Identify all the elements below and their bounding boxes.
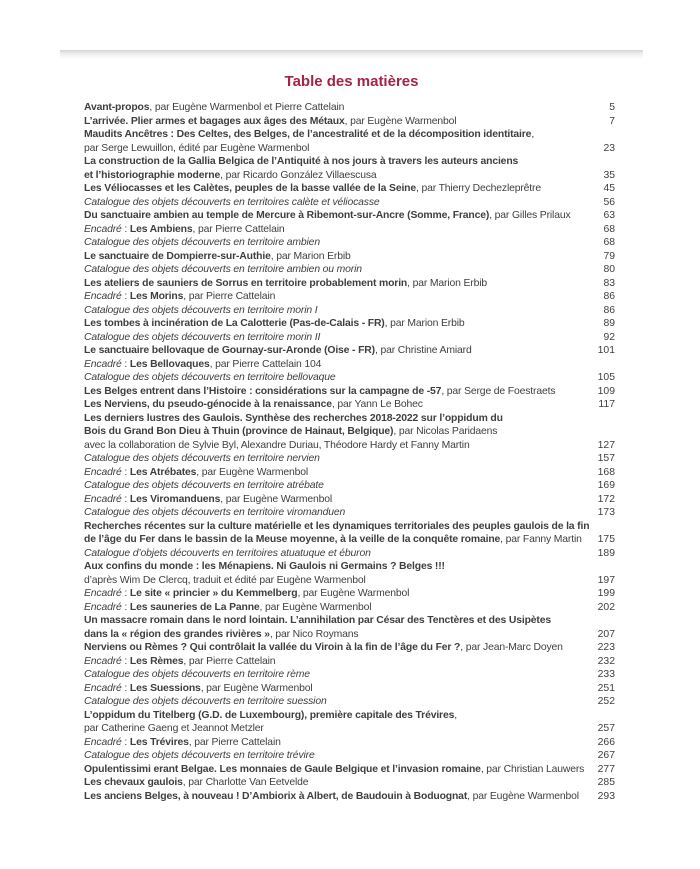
toc-entry-text: et l’historiographie moderne, par Ricardo González Villaescusa [84, 169, 377, 181]
toc-row [84, 736, 615, 750]
toc-row [84, 290, 615, 304]
toc-row [84, 749, 615, 763]
toc-row [84, 601, 615, 615]
toc-row [84, 358, 615, 372]
page-number: 189 [597, 547, 615, 559]
page-number: 233 [597, 669, 615, 680]
toc-row [84, 479, 615, 493]
toc-entry-text: Encadré : Les Rèmes, par Pierre Cattelain [84, 655, 276, 667]
page-number: 23 [603, 142, 615, 154]
toc-entry-text: Encadré : Les Bellovaques, par Pierre Cattelain 104 [84, 358, 322, 370]
page-number: 109 [597, 385, 615, 397]
toc-row [84, 398, 615, 412]
toc-row [84, 209, 615, 223]
page-number: 80 [603, 264, 615, 275]
page-number: 86 [603, 304, 615, 316]
toc-entry-text: Catalogue des objets découverts en territoire morin II [84, 331, 321, 343]
toc-entry-text: avec la collaboration de Sylvie Byl, Alexandre Duriau, Théodore Hardy et Fanny Martin [84, 439, 470, 451]
page-number: 223 [597, 642, 615, 653]
toc-row [84, 236, 615, 250]
toc-entry-text: Catalogue des objets découverts en territoire atrébate [84, 480, 324, 491]
toc-entry-text: Catalogue des objets découverts en territoire ambien [84, 237, 320, 248]
page-number: 285 [597, 777, 615, 788]
toc-row [84, 628, 615, 642]
page-number: 56 [603, 196, 615, 208]
toc-row [84, 614, 615, 628]
toc-row [84, 317, 615, 331]
toc-entry-text: Du sanctuaire ambien au temple de Mercure à Ribemont-sur-Ancre (Somme, France), par Gilles Prilaux [84, 210, 571, 221]
page-number: 68 [603, 237, 615, 248]
toc-row [84, 101, 615, 115]
toc-entry-text: Encadré : Le site « princier » du Kemmelberg, par Eugène Warmenbol [84, 588, 410, 599]
page-number: 83 [603, 277, 615, 289]
toc-row [84, 182, 615, 196]
page-number: 197 [597, 574, 615, 586]
toc-row [84, 682, 615, 696]
page-number: 127 [597, 439, 615, 451]
toc-row [84, 560, 615, 574]
toc-entry-text: Les tombes à incinération de La Calotterie (Pas-de-Calais - FR), par Marion Erbib [84, 318, 465, 329]
toc-row [84, 547, 615, 561]
toc-row [84, 452, 615, 466]
toc-entry-text: Maudits Ancêtres : Des Celtes, des Belges, de l’ancestralité et de la décomposition identitaire, [84, 129, 535, 140]
toc-row [84, 304, 615, 318]
toc-entry-text: Les anciens Belges, à nouveau ! D’Ambiorix à Albert, de Baudouin à Boduognat, par Eugène Warmenbol [84, 790, 579, 802]
toc-row [84, 115, 615, 129]
toc-entry-text: La construction de la Gallia Belgica de l’Antiquité à nos jours à travers les auteurs anciens [84, 156, 519, 167]
toc-entry-text: Opulentissimi erant Belgae. Les monnaies de Gaule Belgique et l’invasion romaine, par Christian Lauwers [84, 763, 585, 775]
toc-entry-text: Catalogue des objets découverts en territoire viromanduen [84, 507, 346, 518]
page [60, 50, 643, 803]
toc-entry-text: Aux confins du monde : les Ménapiens. Ni Gaulois ni Germains ? Belges !!! [84, 561, 445, 572]
toc-entry-text: Les chevaux gaulois, par Charlotte Van Eetvelde [84, 777, 309, 788]
toc-entry-text: Catalogue des objets découverts en territoire bellovaque [84, 372, 336, 383]
page-number: 105 [597, 372, 615, 383]
page-number: 266 [597, 736, 615, 748]
toc-entry-text: Catalogue des objets découverts en territoire ambien ou morin [84, 264, 362, 275]
page-number: 68 [603, 223, 615, 235]
page-number: 35 [603, 169, 615, 181]
toc-row [84, 776, 615, 790]
page-number: 293 [597, 790, 615, 802]
page-number: 267 [597, 750, 615, 761]
page-number: 101 [597, 345, 615, 356]
toc-row [84, 520, 615, 534]
page-number: 89 [603, 318, 615, 329]
toc-row [84, 763, 615, 777]
toc-entry-text: Bois du Grand Bon Dieu à Thuin (province de Hainaut, Belgique), par Nicolas Paridaens [84, 426, 498, 437]
toc-entry-text: Catalogue des objets découverts en territoire rème [84, 669, 310, 680]
page-number: 173 [597, 507, 615, 518]
page-number: 252 [597, 696, 615, 707]
toc-row [84, 668, 615, 682]
toc-row [84, 331, 615, 345]
toc-entry-text: Catalogue d’objets découverts en territoires atuatuque et éburon [84, 547, 371, 559]
toc-entry-text: Catalogue des objets découverts en territoires calète et véliocasse [84, 196, 380, 208]
toc-row [84, 196, 615, 210]
page-number: 7 [609, 115, 615, 127]
toc-entry-text: Les Véliocasses et les Calètes, peuples de la basse vallée de la Seine, par Thierry Dechezleprêtre [84, 183, 541, 194]
toc-entry-text: Encadré : Les Atrébates, par Eugène Warmenbol [84, 466, 309, 478]
toc-entry-text: Encadré : Les Viromanduens, par Eugène Warmenbol [84, 493, 333, 505]
toc-row [84, 587, 615, 601]
toc-row [84, 263, 615, 277]
toc-entry-text: Encadré : Les Suessions, par Eugène Warmenbol [84, 682, 313, 694]
toc-entry-text: Encadré : Les sauneries de La Panne, par Eugène Warmenbol [84, 601, 372, 613]
page-number: 251 [597, 682, 615, 694]
page-number: 117 [598, 399, 615, 410]
toc-row [84, 128, 615, 142]
toc-row [84, 506, 615, 520]
toc-entry-text: Recherches récentes sur la culture matérielle et les dynamiques territoriales des peuples gaulois de la fin [84, 520, 590, 532]
page-number: 169 [597, 480, 615, 491]
toc-entry-text: Encadré : Les Trévires, par Pierre Cattelain [84, 736, 281, 748]
toc-entry-text: Les derniers lustres des Gaulois. Synthèse des recherches 2018-2022 sur l’oppidum du [84, 412, 503, 424]
toc-entry-text: Encadré : Les Ambiens, par Pierre Cattelain [84, 223, 285, 235]
page-number: 79 [603, 250, 615, 262]
toc-row [84, 385, 615, 399]
page-number: 202 [597, 601, 615, 613]
page-top-edge [60, 50, 643, 59]
toc-entry-text: Catalogue des objets découverts en territoire suession [84, 696, 327, 707]
toc-row [84, 371, 615, 385]
page-number: 45 [603, 183, 615, 194]
toc-row [84, 709, 615, 723]
toc-entry-text: Avant-propos, par Eugène Warmenbol et Pierre Cattelain [84, 102, 345, 113]
toc-row [84, 466, 615, 480]
toc-row [84, 250, 615, 264]
toc-entry-text: Les Belges entrent dans l’Histoire : considérations sur la campagne de -57, par Serge de Foestraets [84, 385, 556, 397]
toc-entry-text: par Serge Lewuillon, édité par Eugène Warmenbol [84, 142, 310, 154]
toc-entry-text: par Catherine Gaeng et Jeannot Metzler [84, 723, 264, 734]
toc-row [84, 277, 615, 291]
toc-entry-text: de l’âge du Fer dans le bassin de la Meuse moyenne, à la veille de la conquête romaine, par Fanny Martin [84, 534, 582, 545]
toc-entry-text: Nerviens ou Rèmes ? Qui contrôlait la vallée du Viroin à la fin de l’âge du Fer ?, par Jean-Marc Doyen [84, 642, 563, 653]
toc-entry-text: Les Nerviens, du pseudo-génocide à la renaissance, par Yann Le Bohec [84, 399, 423, 410]
toc-entry-text: d’après Wim De Clercq, traduit et édité par Eugène Warmenbol [84, 574, 366, 586]
page-number: 257 [597, 723, 615, 734]
page-number: 92 [603, 331, 615, 343]
toc-entry-text: dans la « région des grandes rivières », par Nico Roymans [84, 628, 359, 640]
toc-row [84, 439, 615, 453]
toc-entry-text: Catalogue des objets découverts en territoire morin I [84, 304, 318, 316]
toc-list [60, 101, 643, 803]
page-number: 86 [603, 291, 615, 302]
toc-row [84, 344, 615, 358]
toc-entry-text: L’oppidum du Titelberg (G.D. de Luxembourg), première capitale des Trévires, [84, 709, 457, 721]
page-number: 207 [597, 628, 615, 640]
toc-row [84, 641, 615, 655]
page-title: Table des matières [284, 73, 419, 90]
page-number: 199 [597, 588, 615, 599]
toc-row [84, 425, 615, 439]
toc-row [84, 655, 615, 669]
toc-entry-text: L’arrivée. Plier armes et bagages aux âges des Métaux, par Eugène Warmenbol [84, 115, 457, 127]
toc-row [84, 574, 615, 588]
page-number: 175 [597, 534, 615, 545]
toc-entry-text: Le sanctuaire bellovaque de Gournay-sur-Aronde (Oise - FR), par Christine Amiard [84, 345, 472, 356]
page-number: 232 [597, 655, 615, 667]
toc-entry-text: Les ateliers de sauniers de Sorrus en territoire probablement morin, par Marion Erbib [84, 277, 488, 289]
toc-entry-text: Catalogue des objets découverts en territoire trévire [84, 750, 315, 761]
toc-row [84, 155, 615, 169]
toc-row [84, 223, 615, 237]
toc-row [84, 412, 615, 426]
page-number: 157 [597, 453, 615, 464]
toc-row [84, 695, 615, 709]
toc-row [84, 722, 615, 736]
page-number: 5 [609, 102, 615, 113]
toc-entry-text: Encadré : Les Morins, par Pierre Cattelain [84, 291, 276, 302]
page-number: 277 [597, 763, 615, 775]
toc-entry-text: Catalogue des objets découverts en territoire nervien [84, 453, 320, 464]
toc-row [84, 493, 615, 507]
toc-row [84, 533, 615, 547]
toc-entry-text: Un massacre romain dans le nord lointain. L’annihilation par César des Tenctères et des Usipètes [84, 615, 551, 626]
toc-row [84, 790, 615, 804]
page-number: 172 [597, 493, 615, 505]
toc-row [84, 169, 615, 183]
page-number: 63 [603, 210, 615, 221]
toc-entry-text: Le sanctuaire de Dompierre-sur-Authie, par Marion Erbib [84, 250, 351, 262]
toc-row [84, 142, 615, 156]
page-number: 168 [597, 466, 615, 478]
